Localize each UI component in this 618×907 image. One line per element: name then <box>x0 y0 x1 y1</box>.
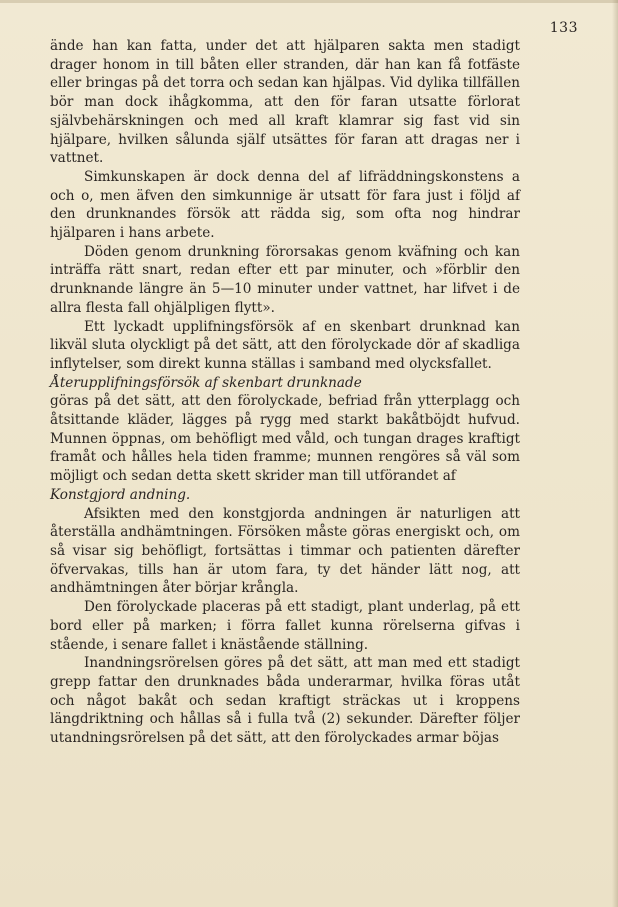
text-body <box>50 37 520 748</box>
paragraph-doden: Döden genom drunkning förorsakas genom kväfning och kan inträffa rätt snart, redan efter ett par minuter, och »förblir den drunknande längre än 5—10 minuter under vattnet, har lifvet i de allra flesta fall ohjälpligen flytt». <box>50 243 520 316</box>
paragraph-continuation: ände han kan fatta, under det att hjälparen sakta men stadigt drager honom in till båten eller stranden, där han kan få fotfäste eller bringas på det torra och sedan kan hjälpas. Vid dylika tillfällen bör man dock ihågkomma, att den för faran utsatte förlorat självbehärskningen och med all kraft klamrar sig fast vid sin hjälpare, hvilken sålunda själf utsättes för faran att dragas ner i vattnet. <box>50 38 520 167</box>
top-edge <box>0 0 618 3</box>
section-heading-konstgjord-andning: Konstgjord andning. <box>50 486 191 503</box>
paragraph-placeras: Den förolyckade placeras på ett stadigt, plant underlag, på ett bord eller på marken; i förra fallet kunna rörelserna gifvas i stående, i senare fallet i knästående ställning. <box>50 599 520 653</box>
page-number: 133 <box>549 20 578 36</box>
paragraph-inandning: Inandningsrörelsen göres på det sätt, att man med ett stadigt grepp fattar den drunknades båda underarmar, hvilka föras utåt och något bakåt och sedan kraftigt sträckas ut i kroppens längdriktning och hållas så i fulla två (2) sekunder. Därefter följer utandningsrörelsen på det sätt, att den förolyckades armar böjas <box>50 655 520 747</box>
paragraph-section1: göras på det sätt, att den förolyckade, befriad från ytterplagg och åtsittande kläder, lägges på rygg med starkt bakåtböjdt hufvud. Munnen öppnas, om behöfligt med våld, och tungan drages kraftigt framåt och hålles hela tiden framme; munnen rengöres så väl som möjligt och sedan detta skett skrider man till utförandet af <box>50 393 520 485</box>
page-edge-shadow <box>612 0 618 907</box>
section-heading-aterupplifning: Återupplifningsförsök af skenbart drunknade <box>50 374 362 391</box>
paragraph-simkunskap: Simkunskapen är dock denna del af lifräddningskonstens a och o, men äfven den simkunnige är utsatt för fara just i följd af den drunknandes försök att rädda sig, som ofta nog hindrar hjälparen i hans arbete. <box>50 168 520 242</box>
paragraph-afsikten: Afsikten med den konstgjorda andningen är naturligen att återställa andhämtningen. Försöken måste göras energiskt och, om så visar sig behöfligt, fortsättas i timmar och patienten därefter öfvervakas, tills han är utom fara, ty det händer lätt nog, att andhämtningen åter börjar krångla. <box>50 505 520 597</box>
paragraph-upplifning: Ett lyckadt upplifningsförsök af en skenbart drunknad kan likväl sluta olyckligt på det sätt, att den förolyckade dör af skadliga inflytelser, som direkt kunna ställas i samband med olycksfallet. <box>50 318 520 372</box>
